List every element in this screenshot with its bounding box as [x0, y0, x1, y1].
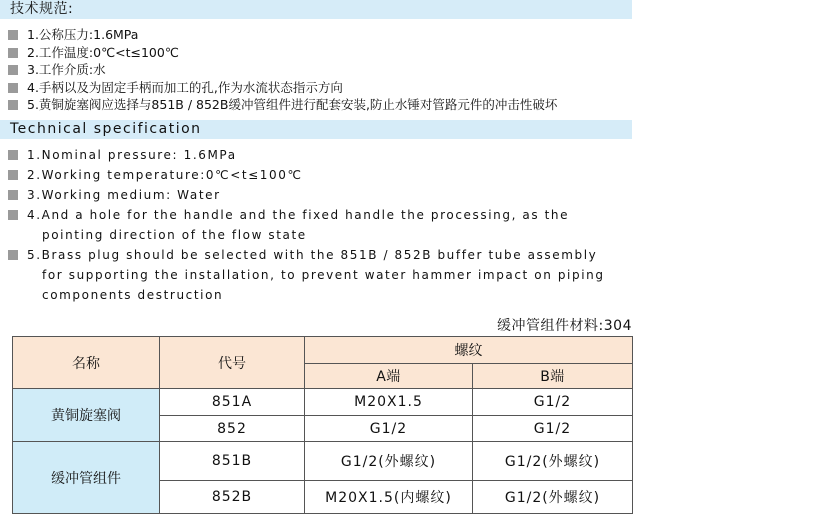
square-bullet-icon — [8, 30, 18, 40]
spec-text: 4.手柄以及为固定手柄而加工的孔,作为水流状态指示方向 — [27, 79, 343, 95]
square-bullet-icon — [8, 170, 18, 180]
list-item — [8, 165, 605, 185]
section-title-cn: 技术规范: — [0, 0, 632, 19]
spec-text: 3.工作介质:水 — [27, 62, 106, 78]
spec-text-continued: pointing direction of the flow state — [42, 228, 307, 242]
section-title-en: Technical specification — [0, 120, 632, 139]
list-item — [8, 245, 605, 305]
spec-text: 2.Working temperature:0℃<t≤100℃ — [27, 168, 303, 182]
spec-text-continued: components destruction — [42, 288, 224, 302]
a-end-cell: G1/2 — [305, 416, 473, 442]
spec-table — [12, 336, 633, 514]
square-bullet-icon — [8, 65, 18, 75]
table-row — [13, 389, 633, 416]
square-bullet-icon — [8, 250, 18, 260]
list-item — [8, 26, 557, 44]
list-item — [8, 185, 605, 205]
product-name: 缓冲管组件 — [13, 442, 160, 514]
b-end-cell: G1/2 — [473, 389, 633, 416]
header-thread: 螺纹 — [305, 337, 633, 364]
code-cell: 852B — [160, 481, 305, 514]
product-name: 黄铜旋塞阀 — [13, 389, 160, 442]
list-item — [8, 96, 557, 114]
a-end-cell: M20X1.5(内螺纹) — [305, 481, 473, 514]
a-end-cell: G1/2(外螺纹) — [305, 442, 473, 481]
table-row — [13, 442, 633, 481]
code-cell: 852 — [160, 416, 305, 442]
spec-text: 3.Working medium: Water — [27, 188, 221, 202]
square-bullet-icon — [8, 100, 18, 110]
list-item — [8, 205, 605, 245]
b-end-cell: G1/2 — [473, 416, 633, 442]
header-b-end: B端 — [473, 364, 633, 389]
square-bullet-icon — [8, 150, 18, 160]
code-cell: 851A — [160, 389, 305, 416]
material-note: 缓冲管组件材料:304 — [497, 318, 632, 334]
b-end-cell: G1/2(外螺纹) — [473, 442, 633, 481]
header-a-end: A端 — [305, 364, 473, 389]
spec-text: 1.公称压力:1.6MPa — [27, 27, 139, 42]
spec-text-continued: for supporting the installation, to prevent water hammer impact on piping — [42, 268, 605, 282]
spec-text: 5.Brass plug should be selected with the 851B / 852B buffer tube assembly — [27, 248, 598, 262]
header-name: 名称 — [13, 337, 160, 389]
spec-text: 4.And a hole for the handle and the fixed handle the processing, as the — [27, 208, 570, 222]
code-cell: 851B — [160, 442, 305, 481]
table-header-row — [13, 337, 633, 364]
square-bullet-icon — [8, 210, 18, 220]
spec-list-en — [8, 145, 605, 305]
list-item — [8, 145, 605, 165]
a-end-cell: M20X1.5 — [305, 389, 473, 416]
list-item — [8, 61, 557, 79]
spec-text: 1.Nominal pressure: 1.6MPa — [27, 148, 237, 162]
list-item — [8, 79, 557, 97]
square-bullet-icon — [8, 83, 18, 93]
header-code: 代号 — [160, 337, 305, 389]
spec-list-cn — [8, 26, 557, 114]
spec-text: 5.黄铜旋塞阀应选择与851B / 852B缓冲管组件进行配套安装,防止水锤对管路元件的冲击性破坏 — [27, 97, 558, 113]
b-end-cell: G1/2(外螺纹) — [473, 481, 633, 514]
square-bullet-icon — [8, 48, 18, 58]
spec-text: 2.工作温度:0℃<t≤100℃ — [27, 44, 179, 60]
list-item — [8, 44, 557, 62]
square-bullet-icon — [8, 190, 18, 200]
